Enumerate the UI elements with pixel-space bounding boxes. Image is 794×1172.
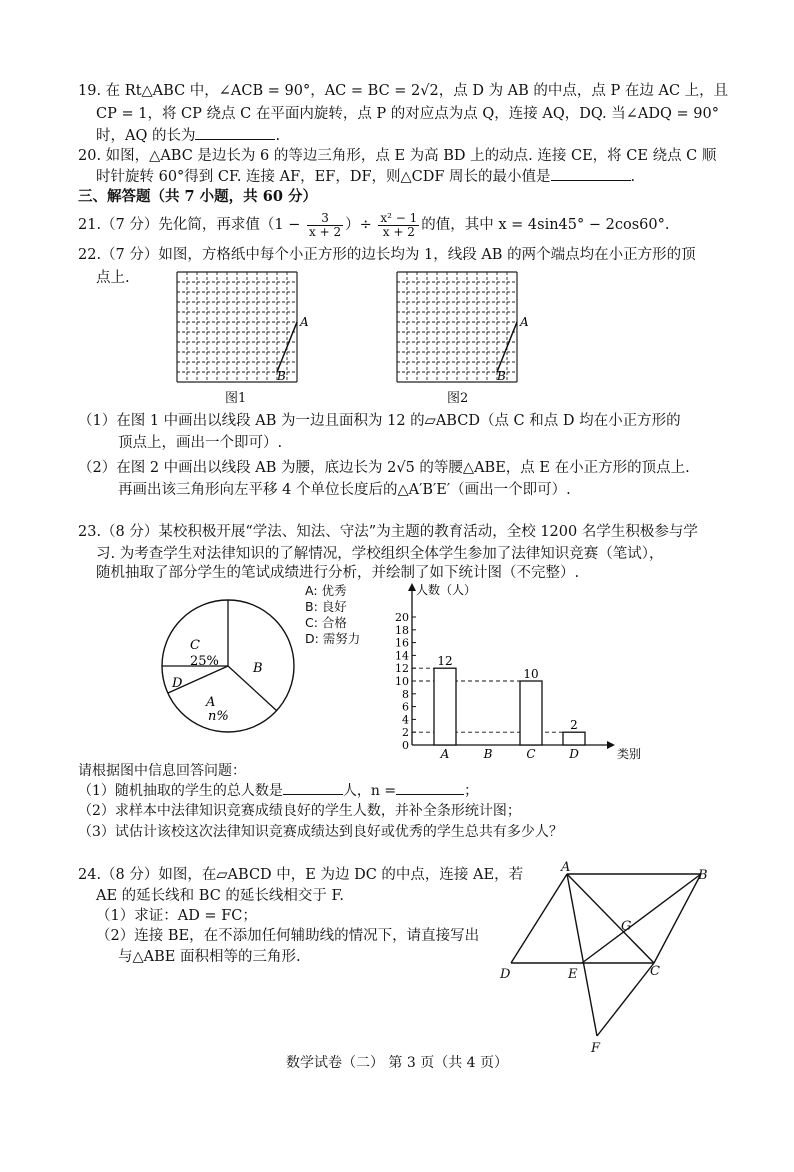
q19-line3: 时，AQ 的长为 . xyxy=(96,125,280,146)
pie-label-d: D xyxy=(172,676,183,691)
y-tick-label: 8 xyxy=(402,687,409,701)
point-label-d: D xyxy=(500,967,511,982)
y-tick-label: 4 xyxy=(402,713,409,727)
point-label-c: C xyxy=(650,964,660,979)
q19-line2: CP = 1，将 CP 绕点 C 在平面内旋转，点 P 的对应点为点 Q，连接 AQ，DQ. 当∠ADQ = 90° xyxy=(96,106,719,122)
answer-blank[interactable] xyxy=(396,780,464,795)
grid-figure-1 xyxy=(175,270,309,383)
bar-c xyxy=(520,681,542,745)
q22-sub1-line1: （1）在图 1 中画出以线段 AB 为一边且面积为 12 的▱ABCD（点 C 和点 D 均在小正方形的 xyxy=(78,413,681,429)
q22-line2: 点上. xyxy=(96,270,130,286)
pie-label-c-percent: 25% xyxy=(190,654,219,669)
legend-d: D: 需努力 xyxy=(305,631,361,646)
q19-line1: 19. 在 Rt△ABC 中，∠ACB = 90°，AC = BC = 2√2，点 D 为 AB 的中点，点 P 在边 AC 上，且 xyxy=(78,83,729,99)
answer-blank[interactable] xyxy=(551,166,631,181)
q23-sub3: （3）试估计该校这次法律知识竞赛成绩达到良好或优秀的学生总共有多少人？ xyxy=(78,824,563,840)
q21: 21.（7 分）先化简，再求值（1 − $\frac{3}{x + 2}$ ）÷ $\frac{\text{x² − 1}}{x + 2}$ 的值，其中 x = 4sin45° − 2cos60°. xyxy=(78,210,670,239)
figure-2-caption: 图2 xyxy=(447,391,469,406)
point-label-a: A xyxy=(561,860,571,875)
q24-line2: AE 的延长线和 BC 的延长线相交于 F. xyxy=(96,888,344,904)
category-label: D xyxy=(569,747,579,761)
category-label: C xyxy=(526,747,536,761)
q23-line1: 23.（8 分）某校积极开展“学法、知法、守法”为主题的教育活动，全校 1200 名学生积极参与学 xyxy=(78,524,698,540)
q20-line1: 20. 如图，△ABC 是边长为 6 的等边三角形，点 E 为高 BD 上的动点. 连接 CE，将 CE 绕点 C 顺 xyxy=(78,148,717,164)
q24-line1: 24.（8 分）如图，在▱ABCD 中，E 为边 DC 的中点，连接 AE，若 xyxy=(78,867,524,883)
answer-blank[interactable] xyxy=(283,780,343,795)
label-b: B xyxy=(277,369,286,383)
q24-sub1: （1）求证：AD = FC； xyxy=(96,908,257,924)
q24-sub2-line2: 与△ABE 面积相等的三角形. xyxy=(118,949,301,965)
fraction-2: $\frac{\text{x² − 1}}{x + 2}$ xyxy=(380,210,418,239)
answer-blank[interactable] xyxy=(195,125,275,140)
point-label-f: F xyxy=(591,1041,601,1056)
pie-label-a: A xyxy=(206,695,216,710)
pie-label-a-percent: n% xyxy=(208,709,229,724)
bar-chart xyxy=(395,580,655,760)
y-tick-label: 12 xyxy=(395,662,409,676)
x-axis-label: 类别 xyxy=(617,747,642,761)
pie-label-b: B xyxy=(253,661,263,676)
point-label-g: G xyxy=(621,919,632,934)
y-tick-label: 6 xyxy=(402,700,409,714)
label-a: A xyxy=(300,315,309,329)
pie-chart xyxy=(160,595,300,737)
x-axis-arrow xyxy=(607,741,615,749)
q22-sub1-line2: 顶点上，画出一个即可）. xyxy=(118,435,283,451)
fraction-1: $\frac{3}{x + 2}$ xyxy=(309,210,342,239)
point-label-b: B xyxy=(698,868,708,883)
q23-sub2: （2）求样本中法律知识竞赛成绩良好的学生人数，并补全条形统计图； xyxy=(78,803,521,819)
legend-c: C: 合格 xyxy=(305,615,347,630)
y-tick-label: 2 xyxy=(402,726,409,740)
category-label: A xyxy=(440,747,450,761)
q22-line1: 22.（7 分）如图，方格纸中每个小正方形的边长均为 1，线段 AB 的两个端点均在小正方形的顶 xyxy=(78,247,696,263)
bar-d xyxy=(563,732,585,745)
y-tick-label: 16 xyxy=(395,636,409,650)
point-label-e: E xyxy=(568,967,578,982)
q20-line2: 时针旋转 60°得到 CF. 连接 AF，EF，DF，则△CDF 周长的最小值是 . xyxy=(96,166,635,187)
label-b: B xyxy=(497,369,506,383)
y-tick-label: 20 xyxy=(395,611,409,624)
q24-sub2-line1: （2）连接 BE，在不添加任何辅助线的情况下，请直接写出 xyxy=(96,928,480,944)
bar-value-label: 10 xyxy=(523,667,539,681)
figure-1-caption: 图1 xyxy=(225,391,247,406)
y-axis-label: 人数（人） xyxy=(416,583,477,597)
legend-a: A: 优秀 xyxy=(305,583,347,598)
y-tick-label: 10 xyxy=(395,675,409,688)
label-a: A xyxy=(520,315,529,329)
bar-value-label: 12 xyxy=(437,654,453,669)
q23-line3: 随机抽取了部分学生的笔试成绩进行分析，并绘制了如下统计图（不完整）. xyxy=(96,565,580,581)
q23-line2: 习. 为考查学生对法律知识的了解情况，学校组织全体学生参加了法律知识竞赛（笔试）， xyxy=(96,546,664,562)
parallelogram-figure xyxy=(495,862,720,1057)
y-tick-label: 0 xyxy=(402,739,409,752)
legend-b: B: 良好 xyxy=(305,599,347,614)
y-tick-label: 18 xyxy=(395,623,409,637)
bar-value-label: 2 xyxy=(570,718,578,733)
pie-label-c: C xyxy=(190,638,200,653)
page-footer: 数学试卷（二） 第 3 页（共 4 页） xyxy=(285,1055,509,1071)
y-axis-arrow xyxy=(408,583,416,591)
bar-a xyxy=(434,668,456,745)
y-tick-label: 14 xyxy=(395,649,409,663)
grid-figure-2 xyxy=(395,270,529,383)
section-heading: 三、解答题（共 7 小题，共 60 分） xyxy=(78,188,317,205)
category-label: B xyxy=(483,747,493,761)
q22-sub2-line1: （2）在图 2 中画出以线段 AB 为腰，底边长为 2√5 的等腰△ABE，点 E 在小正方形的顶点上. xyxy=(78,460,690,476)
q22-sub2-line2: 再画出该三角形向左平移 4 个单位长度后的△A′B′E′（画出一个即可）. xyxy=(118,482,571,498)
q23-prompt: 请根据图中信息回答问题： xyxy=(78,763,246,779)
q23-sub1: （1）随机抽取的学生的总人数是 人，n = ； xyxy=(78,780,478,801)
